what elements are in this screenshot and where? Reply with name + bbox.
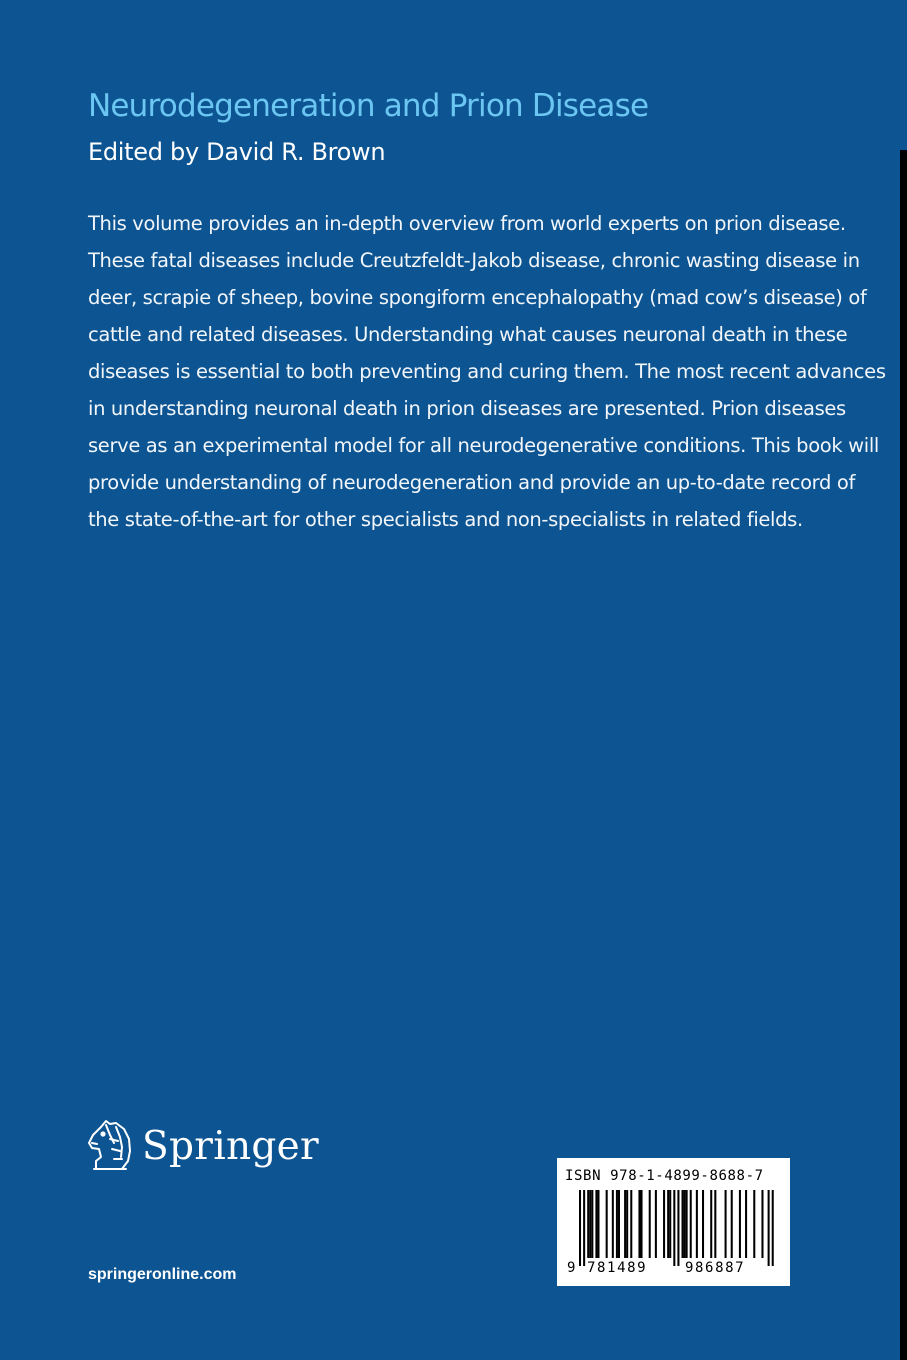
description-line: the state-of-the-art for other specialists and non-specialists in related fields. (88, 508, 803, 531)
barcode-bar (579, 1190, 581, 1266)
ean-right-group: 986887 (685, 1260, 746, 1276)
description-line: diseases is essential to both preventing and curing them. The most recent advances (88, 360, 886, 383)
publisher-name: Springer (142, 1123, 320, 1169)
description-line: This volume provides an in-depth overview from world experts on prion disease. (88, 212, 846, 235)
book-title: Neurodegeneration and Prion Disease (88, 88, 649, 124)
barcode-bar (677, 1190, 679, 1266)
book-editor: Edited by David R. Brown (88, 138, 386, 166)
barcode-bar (761, 1190, 763, 1258)
publisher-logo (84, 1116, 319, 1176)
barcode-bar (682, 1190, 684, 1258)
description-line: cattle and related diseases. Understanding what causes neuronal death in these (88, 323, 848, 346)
page-edge (900, 150, 907, 1360)
isbn-barcode (557, 1158, 790, 1286)
barcode-bar (638, 1190, 640, 1258)
barcode-bar (753, 1190, 755, 1258)
barcode-bar (641, 1190, 643, 1258)
barcode-bar (583, 1190, 585, 1266)
barcode-bar (710, 1190, 712, 1258)
description-line: provide understanding of neurodegeneration and provide an up-to-date record of (88, 471, 855, 494)
barcode-bar (591, 1190, 593, 1258)
ean-left-group: 781489 (587, 1260, 648, 1276)
barcode-bar (669, 1190, 671, 1258)
barcode-bar (731, 1190, 733, 1258)
barcode-bar (702, 1190, 704, 1258)
barcode-bar (616, 1190, 618, 1258)
barcode-bar (684, 1190, 686, 1258)
barcode-bar (686, 1190, 688, 1258)
barcode-bar (772, 1190, 774, 1266)
barcode-bar (673, 1190, 675, 1266)
knight-chess-piece-icon (84, 1117, 134, 1175)
description-line: in understanding neuronal death in prion diseases are presented. Prion diseases (88, 397, 846, 420)
barcode-bar (768, 1190, 770, 1266)
barcode-bar (624, 1190, 626, 1258)
book-description (88, 205, 886, 538)
description-line: deer, scrapie of sheep, bovine spongiform encephalopathy (mad cow’s disease) of (88, 286, 867, 309)
isbn-label: ISBN 978-1-4899-8688-7 (565, 1168, 764, 1184)
barcode-bar (696, 1190, 698, 1258)
description-line: serve as an experimental model for all neurodegenerative conditions. This book will (88, 434, 879, 457)
barcode-bar (739, 1190, 741, 1258)
barcode-bar (690, 1190, 692, 1258)
barcode-bar (649, 1190, 651, 1258)
barcode-bar (667, 1190, 669, 1258)
barcode-bar (725, 1190, 727, 1258)
barcode-bar (612, 1190, 614, 1258)
ean-first-digit: 9 (567, 1260, 576, 1276)
publisher-url: springeronline.com (88, 1266, 237, 1283)
barcode-bar (655, 1190, 657, 1258)
barcode-bar (663, 1190, 665, 1258)
barcode-bar (745, 1190, 747, 1258)
barcode-bar (630, 1190, 632, 1258)
description-line: These fatal diseases include Creutzfeldt-Jakob disease, chronic wasting disease in (88, 249, 860, 272)
barcode-bar (618, 1190, 620, 1258)
barcode-bar (606, 1190, 608, 1258)
barcode-bar (626, 1190, 628, 1258)
barcode-bar (589, 1190, 591, 1258)
barcode-bar (714, 1190, 716, 1258)
barcode-bar (597, 1190, 599, 1258)
barcode-bar (587, 1190, 589, 1258)
barcode-bar (595, 1190, 597, 1258)
